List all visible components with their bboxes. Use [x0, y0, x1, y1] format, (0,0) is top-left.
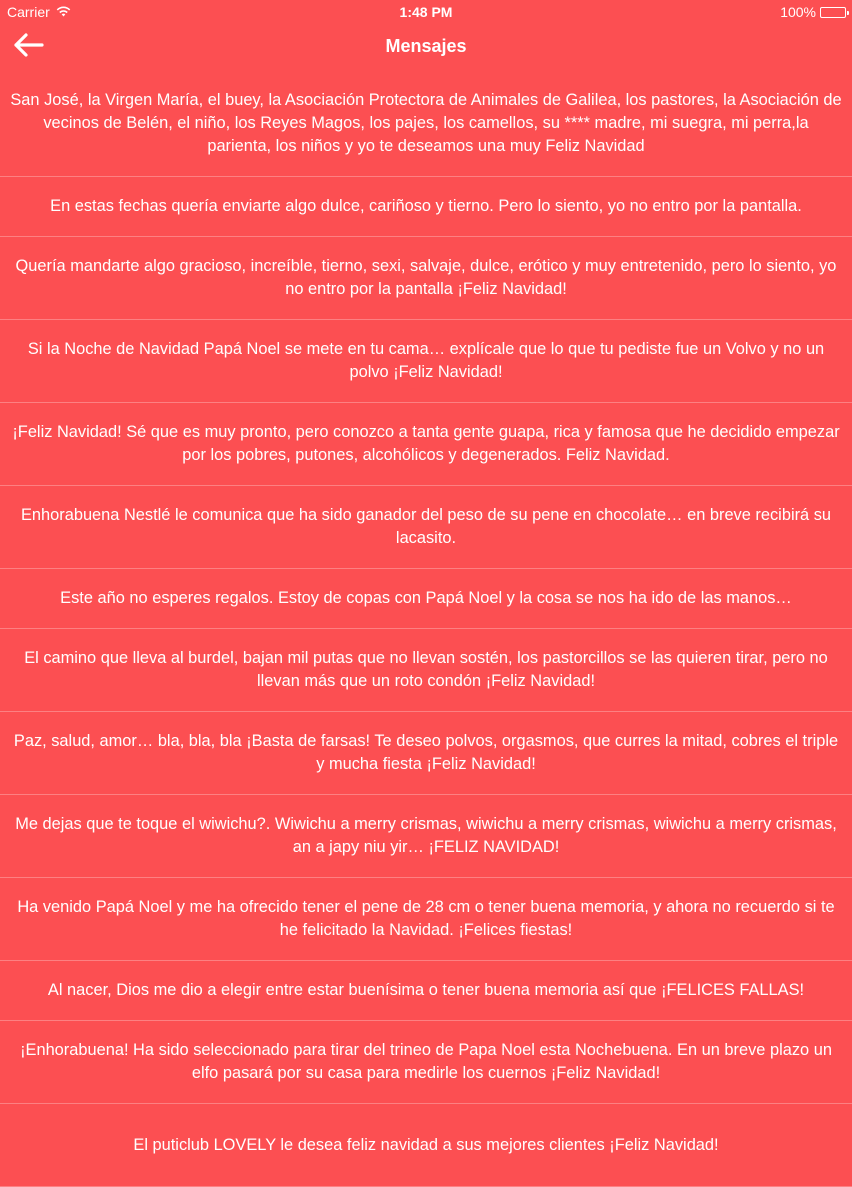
message-row[interactable]: [0, 1104, 852, 1187]
message-text: El camino que lleva al burdel, bajan mil putas que no llevan sostén, los pastorcillos se las quieren tirar, pero no llevan más que un roto condón ¡Feliz Navidad!: [24, 649, 828, 690]
message-text: En estas fechas quería enviarte algo dulce, cariñoso y tierno. Pero lo siento, yo no entro por la pantalla.: [50, 197, 802, 215]
message-row[interactable]: [0, 320, 852, 403]
message-text: Este año no esperes regalos. Estoy de copas con Papá Noel y la cosa se nos ha ido de las manos…: [60, 589, 792, 607]
status-bar: [0, 0, 852, 24]
message-row[interactable]: [0, 70, 852, 177]
message-row[interactable]: [0, 961, 852, 1021]
battery-icon: [820, 7, 846, 18]
message-row[interactable]: [0, 878, 852, 961]
message-text: Me dejas que te toque el wiwichu?. Wiwichu a merry crismas, wiwichu a merry crismas, wiwichu a merry crismas, an a japy niu yir… ¡FELIZ NAVIDAD!: [15, 815, 837, 856]
battery-percent: 100%: [780, 4, 816, 20]
message-text: Si la Noche de Navidad Papá Noel se mete en tu cama… explícale que lo que tu pediste fue un Volvo y no un polvo ¡Feliz Navidad!: [27, 340, 825, 381]
message-text: Quería mandarte algo gracioso, increíble, tierno, sexi, salvaje, dulce, erótico y muy entretenido, pero lo siento, yo no entro por la pantalla ¡Feliz Navidad!: [15, 257, 837, 298]
message-row[interactable]: [0, 237, 852, 320]
message-row[interactable]: [0, 712, 852, 795]
status-time: 1:48 PM: [399, 4, 453, 20]
message-text: San José, la Virgen María, el buey, la Asociación Protectora de Animales de Galilea, los pastores, la Asociación de vecinos de Belén, el niño, los Reyes Magos, los pajes, los camellos, su **** madre, mi suegra, mi perra,la parienta, los niños y yo te deseamos una muy Feliz Navidad: [10, 90, 842, 155]
message-row[interactable]: [0, 403, 852, 486]
carrier-label: Carrier: [7, 4, 50, 20]
message-text: Enhorabuena Nestlé le comunica que ha sido ganador del peso de su pene en chocolate… en breve recibirá su lacasito.: [20, 506, 832, 547]
message-text: Ha venido Papá Noel y me ha ofrecido tener el pene de 28 cm o tener buena memoria, y ahora no recuerdo si te he felicitado la Navidad. ¡Felices fiestas!: [17, 898, 835, 939]
message-row[interactable]: [0, 795, 852, 878]
message-row[interactable]: [0, 177, 852, 237]
message-text: Al nacer, Dios me dio a elegir entre estar buenísima o tener buena memoria así que ¡FELICES FALLAS!: [47, 981, 805, 999]
message-text: Paz, salud, amor… bla, bla, bla ¡Basta de farsas! Te deseo polvos, orgasmos, que curres la mitad, cobres el triple y mucha fiesta ¡Feliz Navidad!: [13, 732, 839, 773]
message-row[interactable]: [0, 569, 852, 629]
page-title: Mensajes: [385, 36, 467, 56]
message-list[interactable]: [0, 70, 852, 1187]
message-text: ¡Enhorabuena! Ha sido seleccionado para tirar del trineo de Papa Noel esta Nochebuena. En un breve plazo un elfo pasará por su casa para medirle los cuernos ¡Feliz Navidad!: [20, 1041, 832, 1082]
navigation-bar: [0, 24, 852, 70]
status-right: [780, 4, 846, 20]
message-row[interactable]: [0, 1021, 852, 1104]
message-text: El puticlub LOVELY le desea feliz navidad a sus mejores clientes ¡Feliz Navidad!: [133, 1135, 719, 1154]
message-row[interactable]: [0, 629, 852, 712]
message-row[interactable]: [0, 486, 852, 569]
message-text: ¡Feliz Navidad! Sé que es muy pronto, pero conozco a tanta gente guapa, rica y famosa que he decidido empezar por los pobres, putones, alcohólicos y degenerados. Feliz Navidad.: [12, 423, 840, 464]
